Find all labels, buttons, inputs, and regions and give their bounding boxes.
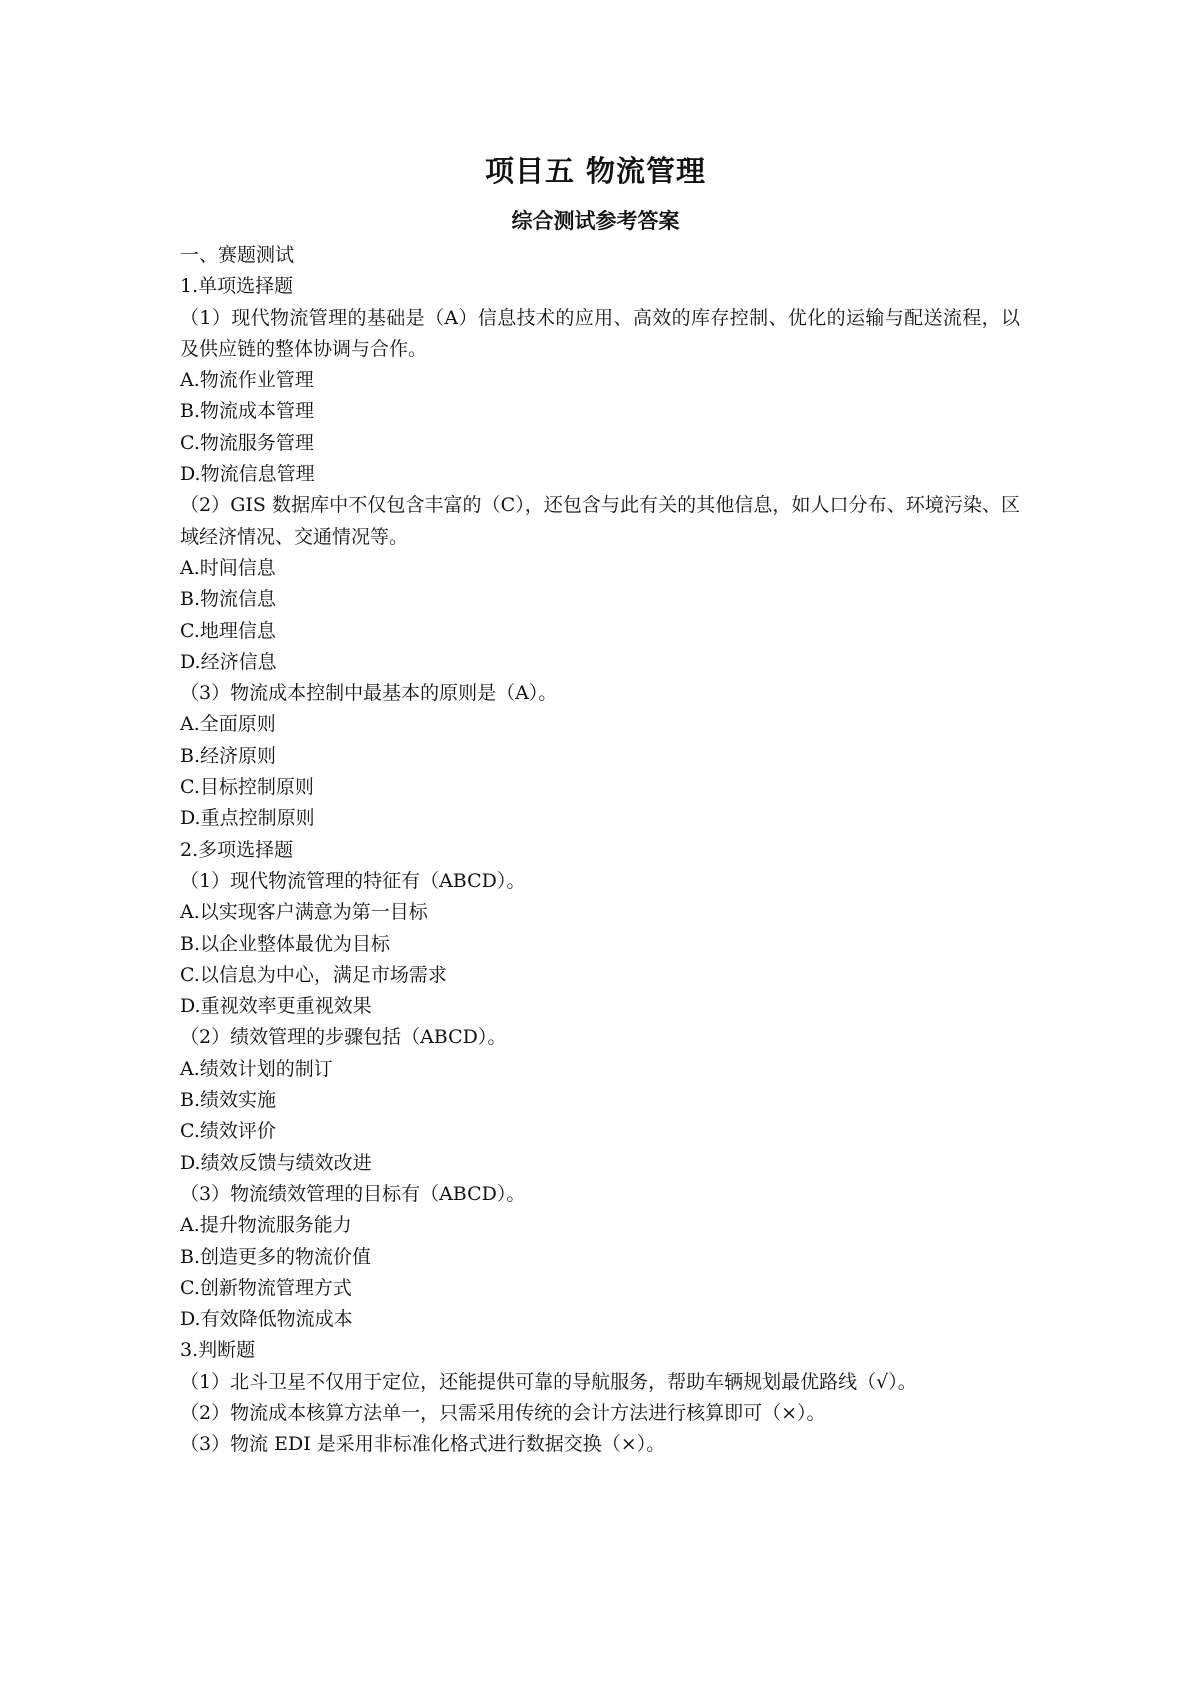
document-body	[180, 240, 1020, 1461]
question-stem: （2）绩效管理的步骤包括（ABCD）。	[180, 1026, 507, 1049]
document-title: 项目五 物流管理	[484, 154, 707, 188]
option-c: C.物流服务管理	[180, 431, 314, 454]
option-b: B.物流信息	[180, 588, 277, 611]
section-heading: 一、赛题测试	[180, 244, 295, 266]
option-a: A.全面原则	[180, 713, 276, 736]
multi-choice-heading: 2.多项选择题	[180, 838, 294, 861]
option-a: A.提升物流服务能力	[180, 1214, 352, 1237]
option-b: B.创造更多的物流价值	[180, 1245, 372, 1268]
option-b: B.经济原则	[180, 744, 277, 767]
option-a: A.时间信息	[180, 556, 276, 579]
option-b: B.物流成本管理	[180, 400, 315, 423]
true-false-item: （3）物流 EDI 是采用非标准化格式进行数据交换（×）。	[180, 1433, 666, 1456]
true-false-item: （2）物流成本核算方法单一，只需采用传统的会计方法进行核算即可（×）。	[180, 1401, 826, 1424]
option-d: D.经济信息	[180, 650, 277, 673]
true-false-heading: 3.判断题	[180, 1339, 256, 1362]
question-stem: （1）现代物流管理的基础是（A）信息技术的应用、高效的库存控制、优化的运输与配送流程，以及供应链的整体协调与合作。	[180, 306, 1020, 360]
option-c: C.地理信息	[180, 619, 276, 642]
option-d: D.有效降低物流成本	[180, 1308, 353, 1331]
option-c: C.创新物流管理方式	[180, 1276, 352, 1299]
document-subtitle: 综合测试参考答案	[511, 209, 680, 233]
single-choice-heading: 1.单项选择题	[180, 275, 294, 298]
option-d: D.重点控制原则	[180, 807, 315, 830]
question-stem: （2）GIS 数据库中不仅包含丰富的（C），还包含与此有关的其他信息，如人口分布、环境污染、区域经济情况、交通情况等。	[180, 494, 1020, 548]
option-b: B.绩效实施	[180, 1089, 277, 1112]
question-stem: （3）物流成本控制中最基本的原则是（A）。	[180, 682, 558, 705]
option-a: A.以实现客户满意为第一目标	[180, 901, 428, 924]
true-false-item: （1）北斗卫星不仅用于定位，还能提供可靠的导航服务，帮助车辆规划最优路线（√）。	[180, 1370, 917, 1393]
option-a: A.绩效计划的制订	[180, 1057, 333, 1080]
option-d: D.重视效率更重视效果	[180, 995, 372, 1018]
question-stem: （3）物流绩效管理的目标有（ABCD）。	[180, 1182, 526, 1205]
option-a: A.物流作业管理	[180, 369, 314, 392]
option-c: C.以信息为中心，满足市场需求	[180, 963, 447, 986]
question-stem: （1）现代物流管理的特征有（ABCD）。	[180, 869, 526, 892]
option-c: C.目标控制原则	[180, 776, 314, 799]
option-d: D.绩效反馈与绩效改进	[180, 1151, 372, 1174]
option-c: C.绩效评价	[180, 1120, 276, 1143]
option-d: D.物流信息管理	[180, 463, 315, 486]
option-b: B.以企业整体最优为目标	[180, 932, 391, 955]
